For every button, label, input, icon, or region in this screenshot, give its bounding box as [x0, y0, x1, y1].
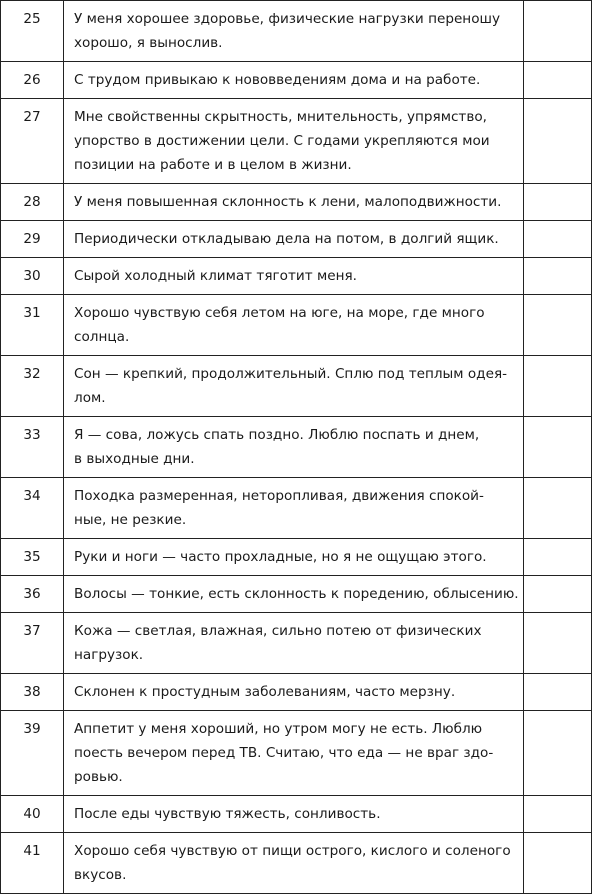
- statement-line: нагрузок.: [74, 647, 144, 663]
- statement-line: Походка размеренная, неторопливая, движения спокой-: [74, 488, 484, 504]
- table-row: [1, 539, 592, 576]
- answer-cell[interactable]: [524, 295, 592, 356]
- answer-cell[interactable]: [524, 417, 592, 478]
- table-row: [1, 221, 592, 258]
- answer-cell[interactable]: [524, 796, 592, 833]
- answer-cell[interactable]: [524, 478, 592, 539]
- statement-text: [64, 258, 524, 295]
- table-row: [1, 711, 592, 796]
- table-row: [1, 1, 592, 62]
- statement-text: [64, 833, 524, 894]
- answer-cell[interactable]: [524, 576, 592, 613]
- answer-cell[interactable]: [524, 356, 592, 417]
- row-number: 26: [1, 62, 64, 99]
- table-row: [1, 184, 592, 221]
- statement-text: [64, 711, 524, 796]
- answer-cell[interactable]: [524, 833, 592, 894]
- row-number: 37: [1, 613, 64, 674]
- table-row: [1, 258, 592, 295]
- statement-line: Хорошо себя чувствую от пищи острого, кислого и соленого: [74, 843, 511, 859]
- table-row: [1, 417, 592, 478]
- table-row: [1, 833, 592, 894]
- statement-line: упорство в достижении цели. С годами укрепляются мои: [74, 133, 490, 149]
- answer-cell[interactable]: [524, 99, 592, 184]
- statement-line: солнца.: [74, 329, 130, 345]
- table-row: [1, 674, 592, 711]
- row-number: 28: [1, 184, 64, 221]
- row-number: 32: [1, 356, 64, 417]
- statement-line: Кожа — светлая, влажная, сильно потею от физических: [74, 623, 482, 639]
- row-number: 27: [1, 99, 64, 184]
- statement-line: Руки и ноги — часто прохладные, но я не ощущаю этого.: [74, 549, 487, 565]
- statement-text: [64, 295, 524, 356]
- statement-line: Сон — крепкий, продолжительный. Сплю под теплым одея-: [74, 366, 508, 382]
- statement-text: [64, 417, 524, 478]
- answer-cell[interactable]: [524, 1, 592, 62]
- row-number: 40: [1, 796, 64, 833]
- answer-cell[interactable]: [524, 613, 592, 674]
- answer-cell[interactable]: [524, 184, 592, 221]
- statement-line: ровью.: [74, 769, 123, 785]
- answer-cell[interactable]: [524, 221, 592, 258]
- table-row: [1, 796, 592, 833]
- table-row: [1, 613, 592, 674]
- row-number: 38: [1, 674, 64, 711]
- answer-cell[interactable]: [524, 62, 592, 99]
- statement-text: [64, 1, 524, 62]
- row-number: 36: [1, 576, 64, 613]
- answer-cell[interactable]: [524, 711, 592, 796]
- statement-line: Мне свойственны скрытность, мнительность, упрямство,: [74, 109, 487, 125]
- row-number: 31: [1, 295, 64, 356]
- statement-line: Я — сова, ложусь спать поздно. Люблю поспать и днем,: [74, 427, 480, 443]
- answer-cell[interactable]: [524, 258, 592, 295]
- statement-line: У меня хорошее здоровье, физические нагрузки переношу: [74, 11, 500, 27]
- table-row: [1, 295, 592, 356]
- statement-text: [64, 62, 524, 99]
- table-row: [1, 62, 592, 99]
- statement-line: С трудом привыкаю к нововведениям дома и на работе.: [74, 72, 481, 88]
- answer-cell[interactable]: [524, 674, 592, 711]
- row-number: 30: [1, 258, 64, 295]
- statement-text: [64, 356, 524, 417]
- statement-line: поесть вечером перед ТВ. Считаю, что еда — не враг здо-: [74, 745, 494, 761]
- table-row: [1, 356, 592, 417]
- answer-cell[interactable]: [524, 539, 592, 576]
- statement-text: [64, 221, 524, 258]
- table-row: [1, 99, 592, 184]
- table-row: [1, 576, 592, 613]
- statement-line: вкусов.: [74, 867, 127, 883]
- statement-line: лом.: [74, 390, 106, 406]
- statement-line: позиции на работе и в целом в жизни.: [74, 157, 352, 173]
- statement-text: [64, 478, 524, 539]
- statement-line: Волосы — тонкие, есть склонность к поредению, облысению.: [74, 586, 519, 602]
- row-number: 29: [1, 221, 64, 258]
- statement-line: Периодически откладываю дела на потом, в долгий ящик.: [74, 231, 499, 247]
- row-number: 25: [1, 1, 64, 62]
- statement-text: [64, 674, 524, 711]
- statement-line: Склонен к простудным заболеваниям, часто мерзну.: [74, 684, 456, 700]
- row-number: 39: [1, 711, 64, 796]
- statement-text: [64, 613, 524, 674]
- statement-line: в выходные дни.: [74, 451, 195, 467]
- statement-line: У меня повышенная склонность к лени, малоподвижности.: [74, 194, 502, 210]
- questionnaire-rows: [1, 1, 592, 894]
- statement-text: [64, 539, 524, 576]
- statement-line: После еды чувствую тяжесть, сонливость.: [74, 806, 381, 822]
- statement-text: [64, 796, 524, 833]
- row-number: 34: [1, 478, 64, 539]
- row-number: 35: [1, 539, 64, 576]
- statement-line: Аппетит у меня хороший, но утром могу не есть. Люблю: [74, 721, 483, 737]
- row-number: 33: [1, 417, 64, 478]
- statement-text: [64, 99, 524, 184]
- statement-line: Сырой холодный климат тяготит меня.: [74, 268, 357, 284]
- statement-line: ные, не резкие.: [74, 512, 187, 528]
- statement-text: [64, 576, 524, 613]
- table-row: [1, 478, 592, 539]
- row-number: 41: [1, 833, 64, 894]
- statement-line: хорошо, я вынослив.: [74, 35, 223, 51]
- statement-text: [64, 184, 524, 221]
- statement-line: Хорошо чувствую себя летом на юге, на море, где много: [74, 305, 485, 321]
